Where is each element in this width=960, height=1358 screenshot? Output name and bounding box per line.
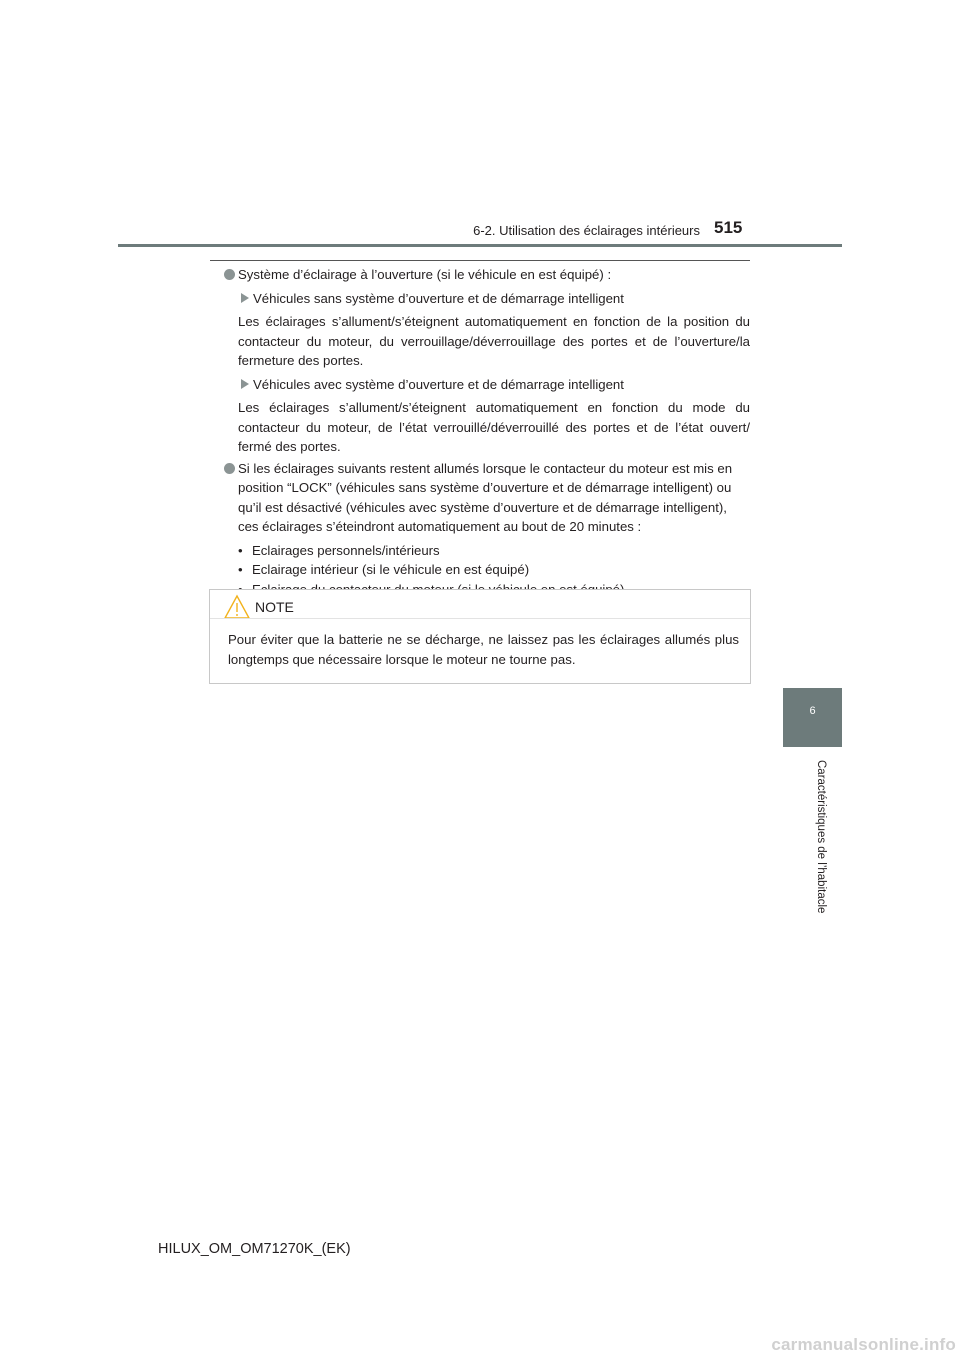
header-rule (118, 244, 842, 247)
bullet-text: Si les éclairages suivants restent allumés lorsque le contacteur du moteur est mis en position “LOCK” (véhicules sans système d’ouverture et de démarrage intelligent) ou qu’il est désactivé (véhicules avec système d’ouverture et de démarrage intelligent), ces éclairages s’éteindront automatiquement au bout de 20 minutes : (238, 460, 733, 534)
paragraph: Les éclairages s’allument/s’éteignent automatiquement en fonction de la position du contacteur du moteur, du verrouillage/déverrouillage des portes et de l’ouverture/la fermeture des portes. (238, 314, 750, 368)
watermark: carmanualsonline.info (771, 1335, 956, 1354)
bullet-item (222, 459, 750, 537)
note-title: NOTE (255, 599, 294, 615)
bullet-text: Système d’éclairage à l’ouverture (si le véhicule en est équipé) : (238, 267, 612, 282)
bullet-dot-icon (224, 269, 235, 280)
sub-heading-text: Véhicules sans système d’ouverture et de démarrage intelligent (253, 290, 624, 306)
chapter-title: Caractéristiques de l’habitacle (815, 760, 827, 914)
note-box (209, 589, 751, 684)
arrow-right-icon (241, 379, 249, 389)
page-number: 515 (714, 218, 743, 237)
arrow-right-icon (241, 293, 249, 303)
note-text: Pour éviter que la batterie ne se décharge, ne laissez pas les éclairages allumés plus longtemps que nécessaire lorsque le moteur ne tourne pas. (228, 632, 739, 667)
bullet-item (222, 265, 750, 285)
warning-triangle-icon (223, 594, 251, 620)
chapter-tab (783, 688, 842, 747)
document-id: HILUX_OM_OM71270K_(EK) (158, 1241, 351, 1257)
sub-heading (222, 375, 750, 395)
list-item: • Eclairages personnels/intérieurs (238, 541, 750, 561)
bullet-dot-icon (224, 463, 235, 474)
list-item: • Eclairage intérieur (si le véhicule en est équipé) (238, 560, 750, 580)
section-title: 6-2. Utilisation des éclairages intérieurs (473, 223, 700, 238)
main-content (222, 265, 750, 599)
sub-heading (222, 289, 750, 309)
sub-heading-text: Véhicules avec système d’ouverture et de démarrage intelligent (253, 376, 624, 392)
paragraph: Les éclairages s’allument/s’éteignent automatiquement en fonction du mode du contacteur du moteur, de l’état verrouillé/déverrouillé des portes et de l’état ouvert/ fermé des portes. (238, 400, 750, 454)
chapter-number: 6 (809, 705, 816, 717)
content-top-rule (210, 260, 750, 261)
note-divider (210, 618, 750, 619)
